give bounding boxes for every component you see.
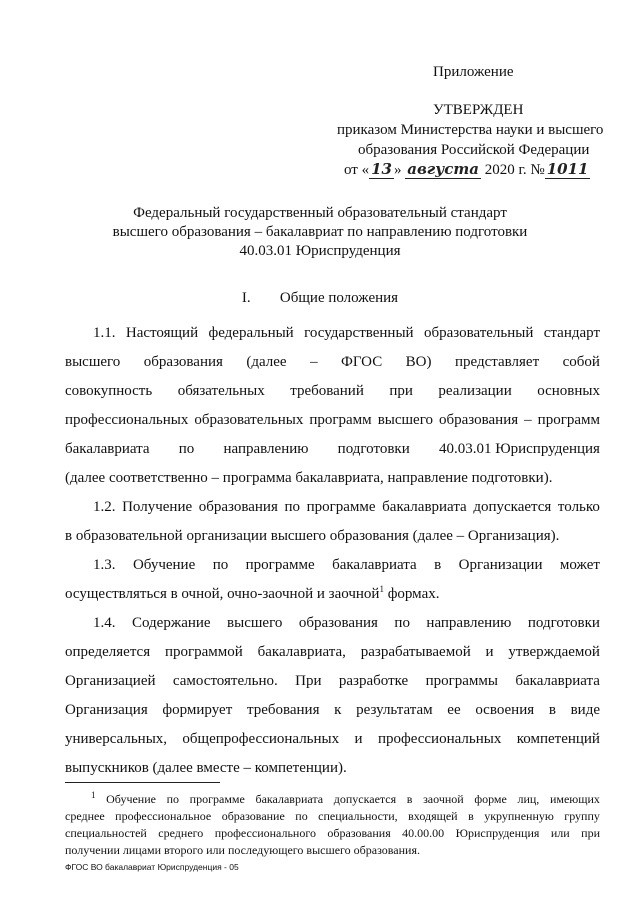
appendix-label: Приложение	[433, 64, 514, 80]
paragraph-1-2	[65, 496, 600, 554]
footnote-line	[65, 792, 600, 809]
footnote-line	[65, 843, 600, 860]
text-fragment: по	[284, 499, 300, 515]
text-fragment: допускается	[473, 499, 552, 515]
section-number: I.	[241, 290, 251, 306]
text-fragment: может	[559, 557, 600, 573]
text-fragment: освоения	[475, 702, 535, 718]
text-fragment: направлению	[223, 441, 309, 457]
order-line-1: приказом Министерства науки и высшего	[337, 122, 604, 138]
text-fragment: в образовательной организации высшего образования (далее – Организация).	[65, 528, 560, 544]
text-fragment: (далее соответственно – программа бакалавриата, направление подготовки).	[65, 470, 553, 486]
document-title-line-1: Федеральный государственный образовательный стандарт	[133, 205, 507, 221]
text-fragment: ВО)	[405, 354, 432, 370]
section-title: Общие положения	[279, 290, 399, 306]
text-fragment: образовательных	[194, 412, 304, 428]
text-fragment: программой	[164, 644, 243, 660]
order-date-line	[344, 160, 590, 179]
text-fragment: профессионального	[214, 826, 316, 840]
text-fragment: имеющих	[549, 792, 600, 806]
document-title-line-2: высшего образования – бакалавриат по направлению подготовки	[112, 224, 528, 240]
text-fragment: в	[468, 809, 474, 823]
paragraph-line	[65, 670, 600, 699]
text-fragment: самостоятельно.	[172, 673, 278, 689]
text-fragment: компетенций	[516, 731, 600, 747]
text-fragment: При	[295, 673, 322, 689]
text-fragment: утверждаемой	[508, 644, 600, 660]
paragraph-line	[65, 322, 600, 351]
text-fragment: требования	[246, 702, 320, 718]
paragraph-1-3	[65, 554, 600, 612]
text-fragment: собой	[562, 354, 600, 370]
footnote-line	[65, 809, 600, 826]
text-fragment: направлению	[426, 615, 512, 631]
text-fragment: общепрофессиональных	[182, 731, 340, 747]
text-fragment: по	[178, 441, 195, 457]
text-fragment: требований	[290, 383, 364, 399]
paragraph-line	[65, 612, 600, 641]
text-fragment: допускается	[333, 792, 397, 806]
text-fragment: высшего	[227, 615, 283, 631]
paragraph-line	[65, 583, 600, 612]
text-fragment: или	[550, 826, 570, 840]
text-fragment: осуществляться в очной, очно-заочной и заочной$^1$ формах.	[65, 584, 440, 602]
approved-label: УТВЕРЖДЕН	[433, 102, 524, 118]
paragraph-line	[65, 438, 600, 467]
text-fragment: Содержание	[131, 615, 211, 631]
section-heading	[0, 290, 640, 307]
text-fragment: и	[485, 644, 494, 660]
text-fragment: при	[389, 383, 413, 399]
footnote	[65, 792, 600, 860]
text-fragment: Получение	[122, 499, 193, 515]
text-fragment: федеральный	[208, 325, 294, 341]
text-fragment: Организацией	[65, 673, 156, 689]
text-fragment: образовательный	[423, 325, 534, 341]
text-fragment: в	[406, 792, 413, 806]
text-fragment: образования	[298, 615, 378, 631]
page-footer: ФГОС ВО бакалавриат Юриспруденция - 05	[65, 862, 239, 872]
text-fragment: разрабатываемой	[360, 644, 471, 660]
text-fragment: в	[434, 557, 442, 573]
text-fragment: разработке	[338, 673, 409, 689]
text-fragment: образования	[143, 354, 223, 370]
text-fragment: обязательных	[177, 383, 265, 399]
text-fragment: (далее	[246, 354, 287, 370]
text-fragment: среднее	[65, 809, 105, 823]
text-fragment: подготовки	[337, 441, 410, 457]
paragraph-line	[65, 467, 600, 496]
order-number: 1011	[546, 160, 589, 178]
paragraph-line	[65, 351, 600, 380]
order-day: 13	[371, 160, 392, 178]
text-fragment: форме	[474, 792, 507, 806]
text-fragment: бакалавриата,	[257, 644, 346, 660]
text-fragment: группу	[564, 809, 600, 823]
text-fragment: Организации	[458, 557, 543, 573]
order-prefix: от «	[344, 162, 370, 178]
text-fragment: профессиональных	[65, 412, 189, 428]
text-fragment: и	[354, 731, 363, 747]
text-fragment: Юриспруденция	[455, 826, 540, 840]
text-fragment: государственный	[304, 325, 414, 341]
text-fragment: выпускников (далее вместе – компетенции).	[65, 760, 347, 776]
text-fragment: 1.4.	[93, 615, 116, 631]
text-fragment: только	[557, 499, 600, 515]
paragraph-1-4	[65, 612, 600, 786]
text-fragment: подготовки	[527, 615, 600, 631]
text-fragment: программе	[306, 499, 376, 515]
text-fragment: образование	[221, 809, 285, 823]
text-fragment: ее	[447, 702, 461, 718]
text-fragment: заочной	[423, 792, 464, 806]
text-fragment: специальности,	[318, 809, 398, 823]
text-fragment: формирует	[162, 702, 233, 718]
text-fragment: бакалавриата	[332, 557, 417, 573]
text-fragment: бакалавриата	[255, 792, 324, 806]
paragraph-line	[65, 525, 600, 554]
text-fragment: среднего	[158, 826, 204, 840]
text-fragment: к	[334, 702, 342, 718]
text-fragment: представляет	[454, 354, 540, 370]
paragraph-line	[65, 409, 600, 438]
text-fragment: 1.3.	[93, 557, 116, 573]
text-fragment: программы	[425, 673, 498, 689]
text-fragment: результатам	[356, 702, 433, 718]
text-fragment: ФГОС	[341, 354, 383, 370]
text-fragment: укрупненную	[484, 809, 554, 823]
footnote-line	[65, 826, 600, 843]
text-fragment: высшего	[65, 354, 121, 370]
paragraph-line	[65, 380, 600, 409]
text-fragment: высшего	[377, 412, 433, 428]
text-fragment: бакалавриата	[515, 673, 600, 689]
paragraph-line	[65, 728, 600, 757]
document-title-line-3: 40.03.01 Юриспруденция	[239, 243, 401, 259]
paragraph-1-1	[65, 322, 600, 496]
text-fragment: образования	[198, 499, 278, 515]
text-fragment: по	[166, 792, 180, 806]
text-fragment: по	[295, 809, 308, 823]
text-fragment: 1.1.	[93, 325, 116, 341]
text-fragment: профессиональных	[377, 731, 502, 747]
order-mid: »	[393, 162, 402, 178]
text-fragment: лиц,	[517, 792, 540, 806]
text-fragment: получении лицами второго или последующего высшего образования.	[65, 843, 420, 857]
text-fragment: реализации	[438, 383, 512, 399]
order-month: августа	[407, 160, 479, 178]
text-fragment: Обучение	[132, 557, 196, 573]
text-fragment: Организация	[65, 702, 148, 718]
text-fragment: 1.2.	[93, 499, 116, 515]
text-fragment: 40.00.00	[402, 826, 445, 840]
text-fragment: профессиональное	[115, 809, 212, 823]
text-fragment: стандарт	[543, 325, 600, 341]
text-fragment: бакалавриата	[65, 441, 150, 457]
order-year: 2020 г. №	[484, 162, 545, 178]
text-fragment: программе	[245, 557, 315, 573]
text-fragment: по	[394, 615, 410, 631]
text-fragment: программ	[537, 412, 600, 428]
text-fragment: универсальных,	[65, 731, 168, 747]
text-fragment: виде	[570, 702, 600, 718]
text-fragment: образования	[327, 826, 391, 840]
text-fragment: в	[548, 702, 556, 718]
text-fragment: при	[581, 826, 600, 840]
text-fragment: 40.03.01 Юриспруденция	[438, 441, 600, 457]
text-fragment: программе	[189, 792, 245, 806]
text-fragment: 1	[91, 790, 96, 800]
text-fragment: по	[212, 557, 229, 573]
paragraph-line	[65, 554, 600, 583]
text-fragment: –	[524, 412, 532, 428]
footnote-divider	[65, 782, 220, 783]
text-fragment: образования	[439, 412, 519, 428]
text-fragment: Настоящий	[125, 325, 199, 341]
text-fragment: программ	[309, 412, 372, 428]
order-line-2: образования Российской Федерации	[358, 142, 590, 158]
text-fragment: специальностей	[65, 826, 147, 840]
text-fragment: определяется	[65, 644, 151, 660]
text-fragment: Обучение	[106, 792, 156, 806]
paragraph-line	[65, 496, 600, 525]
paragraph-line	[65, 641, 600, 670]
text-fragment: входящей	[408, 809, 458, 823]
text-fragment: совокупность	[65, 383, 153, 399]
paragraph-line	[65, 699, 600, 728]
text-fragment: бакалавриата	[382, 499, 467, 515]
text-fragment: основных	[537, 383, 600, 399]
text-fragment: –	[310, 354, 318, 370]
